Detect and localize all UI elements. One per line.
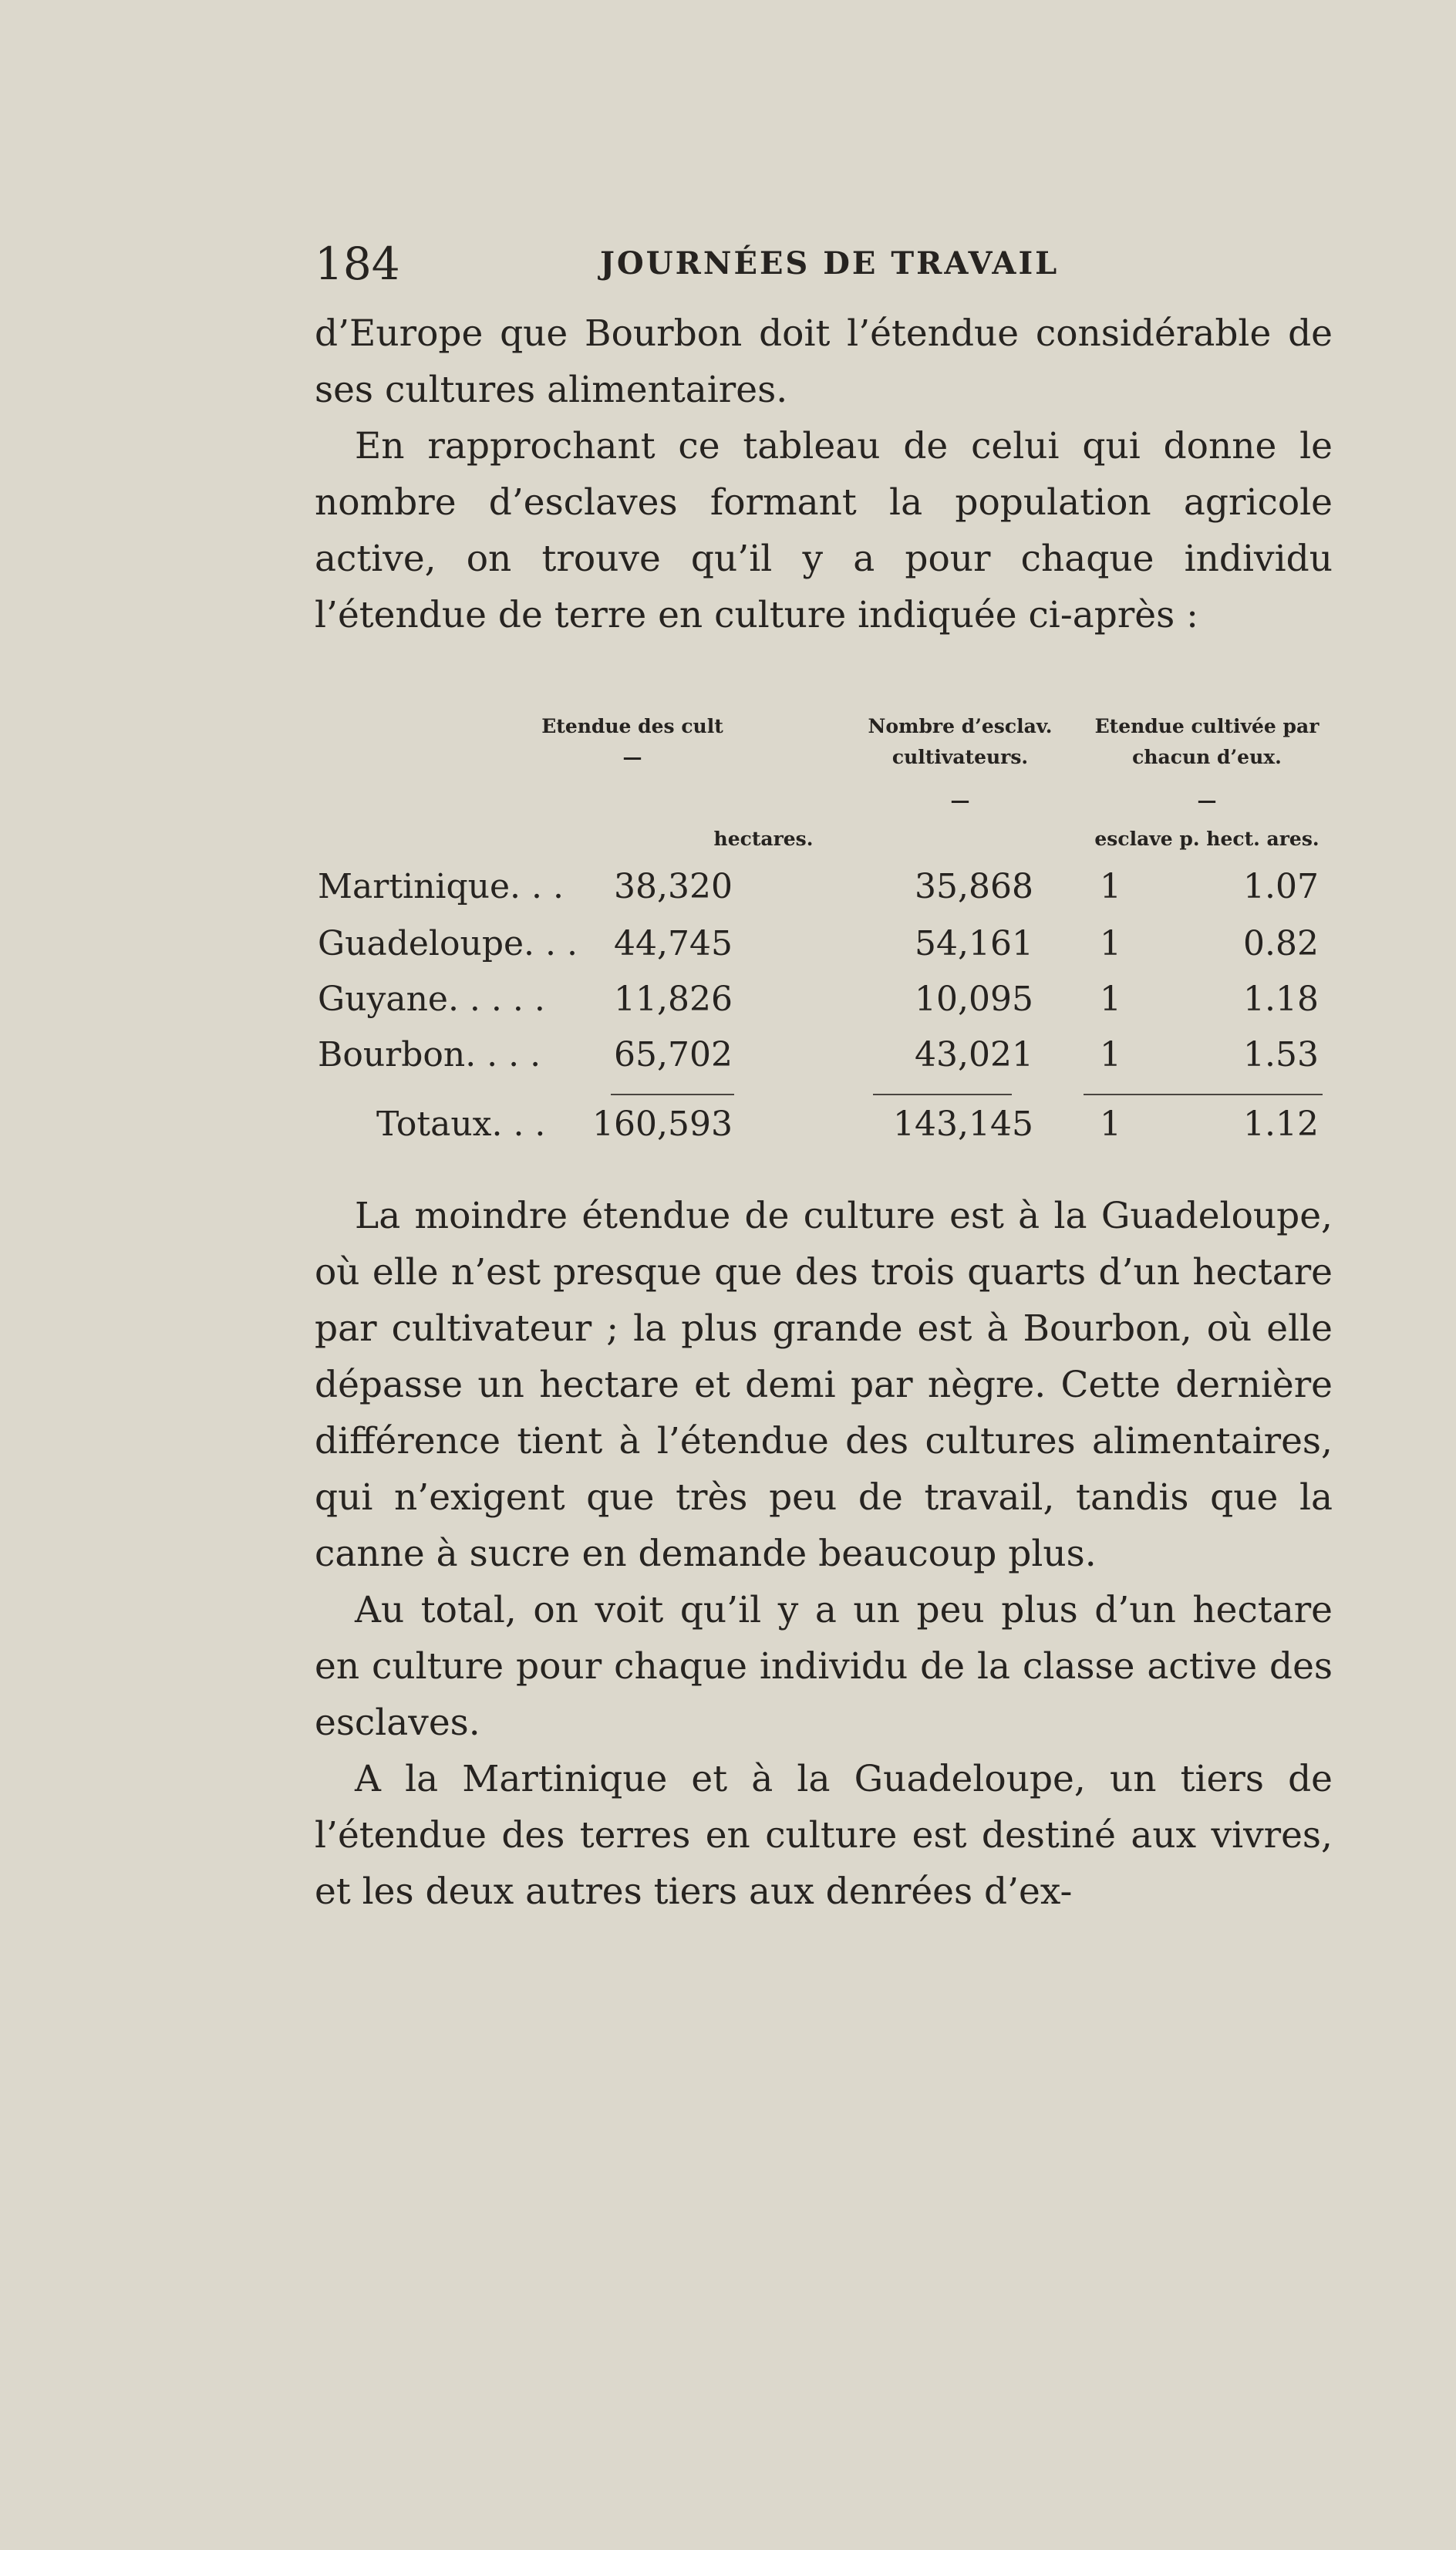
column-sublabel-per-slave: chacun d’eux.: [1132, 746, 1282, 768]
paragraph: Au total, on voit qu’il y a un peu plus d’un hectare en culture pour chaque individu de la classe active des esclaves.: [315, 1589, 1333, 1744]
column-header-hectares: Etendue des cult: [541, 715, 723, 737]
cell-per-hectare: 1.53: [1243, 1035, 1319, 1074]
cell-hectares: 11,826: [614, 980, 733, 1019]
row-name: Martinique. . .: [318, 867, 564, 906]
paragraph: La moindre étendue de culture est à la Guadeloupe, où elle n’est presque que des trois quarts d’un hectare par cultivateur ; la plus grande est à Bourbon, où elle dépasse un hectare et demi par nègre. Cette dernière différence tient à l’étendue des cultures alimentaires, qui n’exigent que très peu de travail, tandis que la canne à sucre en demande beaucoup plus.: [315, 1195, 1333, 1575]
cell-hectares: 44,745: [614, 924, 733, 963]
text-after-table: [315, 1188, 1333, 1920]
column-dash: —: [950, 789, 970, 811]
cell-hectares: 38,320: [614, 867, 733, 906]
text-before-table: [315, 305, 1333, 643]
cell-slaves: 43,021: [915, 1035, 1033, 1074]
paragraph: d’Europe que Bourbon doit l’étendue considérable de ses cultures alimentaires.: [315, 312, 1333, 411]
column-header-slaves: Nombre d’esclav.: [868, 715, 1053, 737]
column-unit-per-slave: esclave p. hect. ares.: [1094, 828, 1320, 850]
cell-slaves: 35,868: [915, 867, 1033, 906]
sum-rule: [611, 1094, 734, 1095]
cell-hectares: 65,702: [614, 1035, 733, 1074]
running-head: [315, 238, 1333, 299]
column-dash: —: [622, 746, 642, 768]
column-unit-hectares: hectares.: [713, 828, 814, 850]
page-number: 184: [315, 238, 400, 290]
totals-label: Totaux. . .: [376, 1105, 546, 1144]
cell-per-hectare: 1.18: [1243, 980, 1319, 1019]
cell-slaves: 10,095: [915, 980, 1033, 1019]
column-dash: —: [1197, 789, 1217, 811]
cell-per-slave: 1: [1100, 924, 1121, 963]
running-title: JOURNÉES DE TRAVAIL: [600, 245, 1060, 282]
sum-rule: [1084, 1094, 1323, 1095]
cell-per-hectare: 1.07: [1243, 867, 1319, 906]
column-header-per-slave: Etendue cultivée par: [1094, 715, 1320, 737]
total-per-slave: 1: [1100, 1105, 1121, 1144]
column-sublabel-slaves: cultivateurs.: [891, 746, 1029, 768]
cell-per-slave: 1: [1100, 1035, 1121, 1074]
paragraph: En rapprochant ce tableau de celui qui donne le nombre d’esclaves formant la population agricole active, on trouve qu’il y a pour chaque individu l’étendue de terre en culture indiquée ci-après :: [315, 425, 1333, 636]
total-per-hectare: 1.12: [1243, 1105, 1319, 1144]
cell-per-slave: 1: [1100, 980, 1121, 1019]
total-hectares: 160,593: [592, 1105, 733, 1144]
cell-slaves: 54,161: [915, 924, 1033, 963]
paragraph: A la Martinique et à la Guadeloupe, un tiers de l’étendue des terres en culture est destiné aux vivres, et les deux autres tiers aux denrées d’ex-: [315, 1758, 1333, 1913]
row-name: Bourbon. . . .: [318, 1035, 541, 1074]
cell-per-hectare: 0.82: [1243, 924, 1319, 963]
row-name: Guyane. . . . .: [318, 980, 545, 1019]
cultivation-table: [308, 702, 1334, 1165]
total-slaves: 143,145: [893, 1105, 1033, 1144]
row-name: Guadeloupe. . .: [318, 924, 578, 963]
sum-rule: [873, 1094, 1012, 1095]
cell-per-slave: 1: [1100, 867, 1121, 906]
